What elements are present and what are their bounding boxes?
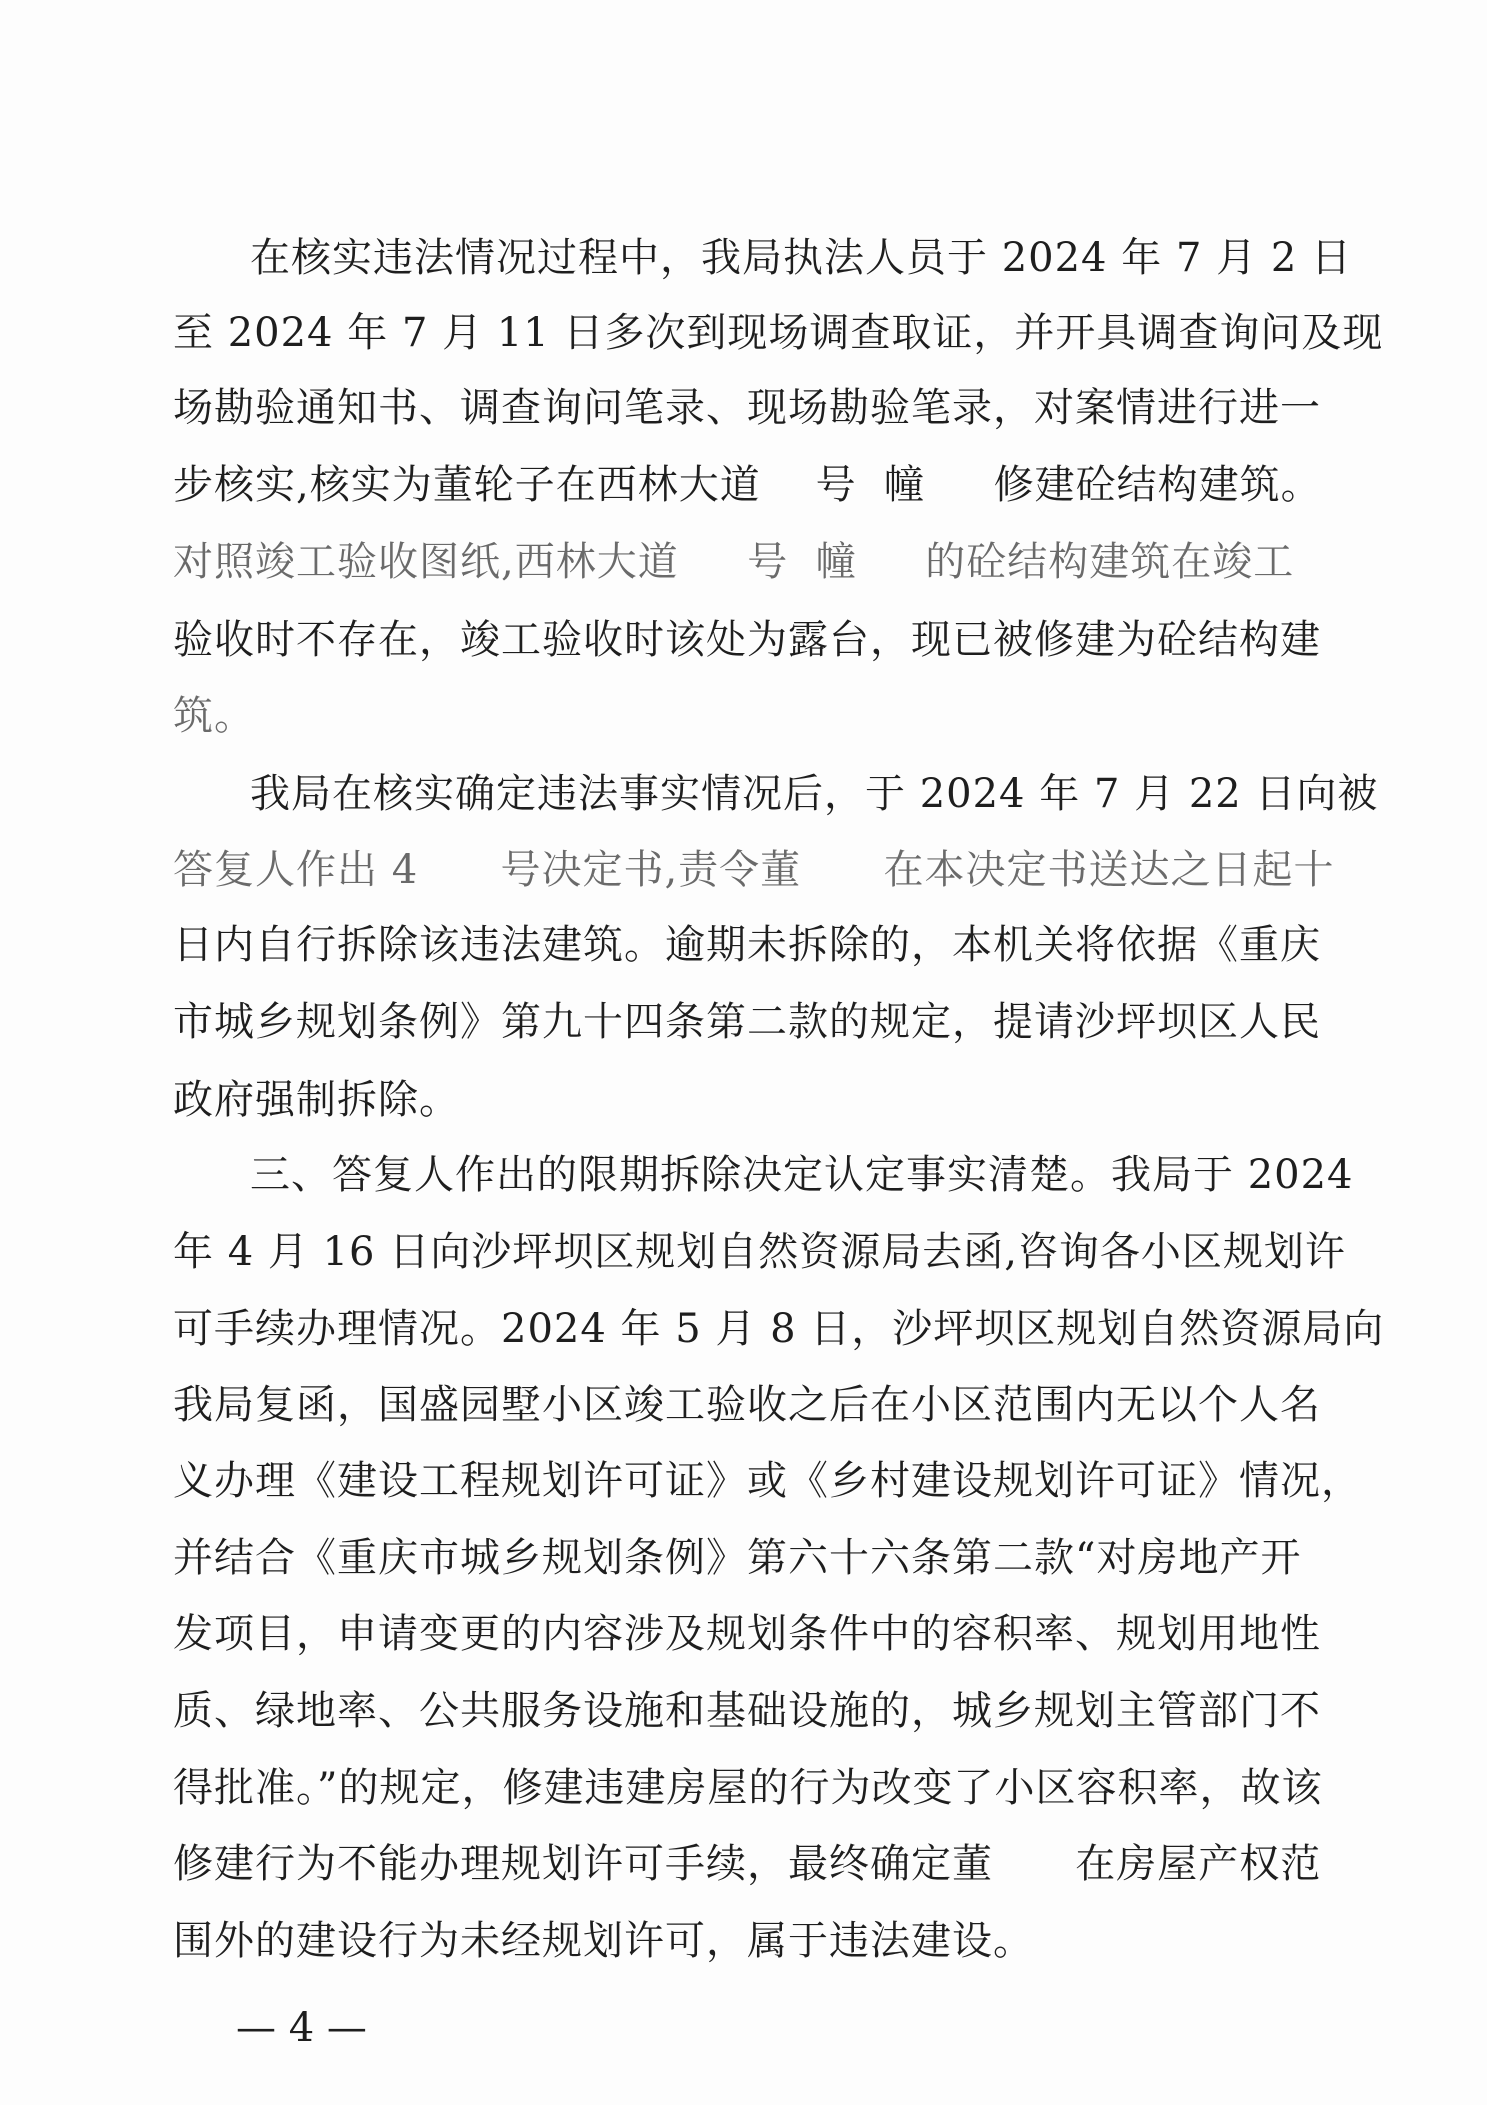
paragraph-1-line-1: 在核实违法情况过程中，我局执法人员于 2024 年 7 月 2 日 [250, 235, 1352, 281]
paragraph-1-line-7: 筑。 [173, 693, 255, 739]
paragraph-1-line-2: 至 2024 年 7 月 11 日多次到现场调查取证，并开具调查询问及现 [173, 310, 1384, 356]
paragraph-2-line-5: 政府强制拆除。 [173, 1077, 460, 1123]
paragraph-3-line-5: 义办理《建设工程规划许可证》或《乡村建设规划许可证》情况， [173, 1458, 1362, 1504]
paragraph-3-line-2: 年 4 月 16 日向沙坪坝区规划自然资源局去函,咨询各小区规划许 [173, 1229, 1346, 1275]
paragraph-1-line-6: 验收时不存在，竣工验收时该处为露台，现已被修建为砼结构建 [173, 617, 1321, 663]
paragraph-3-line-3: 可手续办理情况。2024 年 5 月 8 日，沙坪坝区规划自然资源局向 [173, 1306, 1385, 1352]
paragraph-3-line-6: 并结合《重庆市城乡规划条例》第六十六条第二款“对房地产开 [173, 1535, 1302, 1581]
paragraph-3-line-8: 质、绿地率、公共服务设施和基础设施的，城乡规划主管部门不 [173, 1688, 1321, 1734]
paragraph-1-line-4: 步核实,核实为董轮子在西林大道 号 幢 修建砼结构建筑。 [173, 462, 1322, 508]
paragraph-2-line-2: 答复人作出 4 号决定书,责令董 在本决定书送达之日起十 [173, 847, 1335, 893]
paragraph-3-line-7: 发项目，申请变更的内容涉及规划条件中的容积率、规划用地性 [173, 1611, 1321, 1657]
paragraph-2-line-1: 我局在核实确定违法事实情况后，于 2024 年 7 月 22 日向被 [250, 771, 1379, 817]
paragraph-1-line-5: 对照竣工验收图纸,西林大道 号 幢 的砼结构建筑在竣工 [173, 539, 1295, 585]
paragraph-1-line-3: 场勘验通知书、调查询问笔录、现场勘验笔录，对案情进行进一 [173, 385, 1321, 431]
paragraph-2-line-4: 市城乡规划条例》第九十四条第二款的规定，提请沙坪坝区人民 [173, 999, 1321, 1045]
paragraph-3-line-11: 围外的建设行为未经规划许可，属于违法建设。 [173, 1918, 1034, 1964]
paragraph-2-line-3: 日内自行拆除该违法建筑。逾期未拆除的，本机关将依据《重庆 [173, 922, 1321, 968]
paragraph-3-line-4: 我局复函，国盛园墅小区竣工验收之后在小区范围内无以个人名 [173, 1382, 1321, 1428]
paragraph-3-line-9: 得批准。”的规定，修建违建房屋的行为改变了小区容积率，故该 [173, 1765, 1323, 1811]
paragraph-3-line-1: 三、答复人作出的限期拆除决定认定事实清楚。我局于 2024 [250, 1152, 1354, 1198]
page-number: — 4 — [236, 2005, 367, 2051]
paragraph-3-line-10: 修建行为不能办理规划许可手续，最终确定董 在房屋产权范 [173, 1841, 1322, 1887]
